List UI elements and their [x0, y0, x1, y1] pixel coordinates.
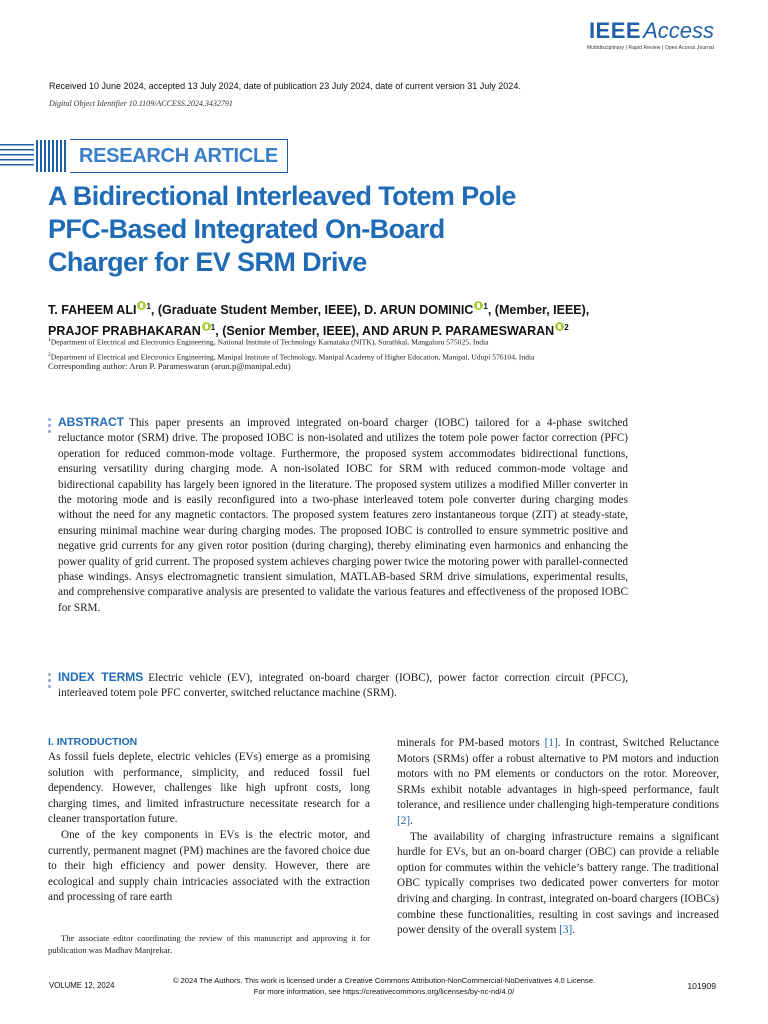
intro-paragraph-1: As fossil fuels deplete, electric vehicles (EVs) emerge as a promising solution with performance, simplicity, and reduced fossil fuel dependency. However, challenges like high upfront costs, long charging times, and limited infrastructure necessitate research for a cleaner transportation future. — [48, 751, 370, 826]
intro-paragraph-3: minerals for PM-based motors [1]. In contrast, Switched Reluctance Motors (SRMs) offer a robust alternative to PM motors and induction motors with no PM elements or conductors on the rotor. Moreover, SRMs exhibit notable advantages in high-speed performance, fault tolerance, and resilience under challenging high-temperature conditions [2]. — [397, 737, 719, 827]
intro-paragraph-4: The availability of charging infrastructure remains a significant hurdle for EVs, but an on-board charger (OBC) can provide a reliable option for commutes within the vehicle’s battery range. The traditional OBC typically comprises two dedicated power converters for motor driving and charging. In contrast, integrated on-board chargers (IOBCs) combine these functionalities, resulting in cost savings and increased power density of the overall system [3]. — [397, 830, 719, 937]
index-terms-dots-decoration — [48, 673, 52, 691]
citation-link[interactable]: [2] — [397, 814, 411, 827]
corresponding-author: Corresponding author: Arun P. Parameswaran (arun.p@manipal.edu) — [48, 361, 291, 371]
ieee-access-logo — [587, 20, 714, 51]
author-affiliation: 1 — [483, 302, 488, 311]
affiliation-1: $^1$Department of Electrical and Electronics Engineering, National Institute of Technology Karnataka (NITK), Surathkal, Mangaluru 575025, India — [48, 337, 489, 347]
volume-label: VOLUME 12, 2024 — [49, 981, 115, 990]
author-name: T. FAHEEM ALI — [48, 303, 137, 317]
intro-paragraph-2: One of the key components in EVs is the electric motor, and currently, permanent magnet (PM) machines are the favored choice due to their high efficiency and power density. However, there are ecological and supply chain intricacies associated with the extraction and processing of rare earth — [48, 828, 370, 904]
index-terms-text: Electric vehicle (EV), integrated on-board charger (IOBC), power factor correction circuit (PFCC), interleaved totem pole PFC converter, switched reluctance machine (SRM). — [58, 672, 628, 700]
left-column — [48, 736, 370, 906]
abstract — [58, 415, 628, 616]
affiliations — [48, 334, 738, 363]
logo-product: Access — [643, 18, 714, 43]
license-line-1: © 2024 The Authors. This work is licensed under a Creative Commons Attribution-NonCommercial-NoDerivatives 4.0 License. — [172, 976, 596, 985]
abstract-text: This paper presents an improved integrated on-board charger (IOBC) tailored for a 4-phase switched reluctance motor (SRM) drive. The proposed IOBC is non-isolated and utilizes the totem pole power factor correction (PFC) operation for reduced common-mode voltage. Furthermore, the proposed system accommodates bidirectional functions, ensuring versatility during charging mode. A non-isolated IOBC for SRM with reduced common-mode voltage and bidirectional capability has largely been ignored in the literature. The proposed system utilizes a modified Miller converter in the motoring mode and is easily reconfigured into a two-phase interleaved totem pole converter during charging modes without the need for any magnetic contactors. The proposed system features zero instantaneous torque (ZIT) at steady-state, ensuring minimal machine wear during charging modes. The proposed IOBC is controlled to ensure symmetric positive and negative grid currents for any given rotor position (during charging), thereby eliminating even harmonics and enhancing the power quality of grid current. The proposed system achieves charging power twice the motoring power with parallel-connected phase windings. Ansys electromagnetic transient simulation, MATLAB-based SRM drive simulations, experimental results, and comprehensive comparative analysis are presented to validate the various features and effectiveness of the proposed IOBC for SRM. — [58, 417, 628, 614]
title-line-1: A Bidirectional Interleaved Totem Pole — [48, 181, 516, 211]
doi[interactable]: Digital Object Identifier 10.1109/ACCESS.2024.3432791 — [49, 99, 233, 108]
page-number: 101909 — [687, 981, 716, 991]
orcid-icon[interactable] — [555, 322, 564, 331]
author-affiliation: 1 — [146, 302, 151, 311]
banner-stripes-graphic — [0, 139, 70, 173]
research-article-banner: RESEARCH ARTICLE — [70, 139, 288, 173]
affiliation-2: $^2$Department of Electrical and Electronics Engineering, Manipal Institute of Technology, Manipal Academy of Higher Education, Manipal, Udupi 576104, India — [48, 351, 535, 362]
license-link[interactable]: For more information, see https://creativecommons.org/licenses/by-nc-nd/4.0/ — [253, 986, 515, 996]
author-name: ARUN P. PARAMESWARAN — [392, 324, 555, 338]
author-role: , (Graduate Student Member, IEEE), — [150, 303, 365, 317]
paper-title — [48, 180, 548, 279]
index-terms — [58, 670, 628, 702]
author-role: , (Member, IEEE), — [487, 303, 590, 317]
license-notice — [0, 976, 768, 997]
abstract-dots-decoration — [48, 418, 52, 436]
received-dates: Received 10 June 2024, accepted 13 July 2024, date of publication 23 July 2024, date of current version 31 July 2024. — [49, 81, 521, 91]
index-terms-label: INDEX TERMS — [58, 670, 144, 684]
citation-link[interactable]: [3] — [559, 924, 573, 937]
logo-tagline: Multidisciplinary | Rapid Review | Open Access Journal — [587, 45, 714, 51]
editor-footnote: The associate editor coordinating the review of this manuscript and approving it for publication was Madhav Manjrekar. — [48, 933, 370, 955]
title-line-2: PFC-Based Integrated On-Board — [48, 214, 445, 244]
orcid-icon[interactable] — [202, 322, 211, 331]
author-name: D. ARUN DOMINIC — [364, 303, 474, 317]
title-line-3: Charger for EV SRM Drive — [48, 247, 367, 277]
author-name: PRAJOF PRABHAKARAN — [48, 324, 201, 338]
logo-brand: IEEE — [588, 18, 642, 43]
author-affiliation: 1 — [210, 323, 216, 332]
right-column — [397, 736, 719, 939]
abstract-label: ABSTRACT — [58, 415, 124, 429]
section-heading-introduction: I. INTRODUCTION — [48, 736, 138, 748]
author-role: , (Senior Member, IEEE), AND — [215, 324, 393, 338]
author-affiliation: 2 — [564, 323, 569, 332]
citation-link[interactable]: [1] — [544, 737, 558, 749]
